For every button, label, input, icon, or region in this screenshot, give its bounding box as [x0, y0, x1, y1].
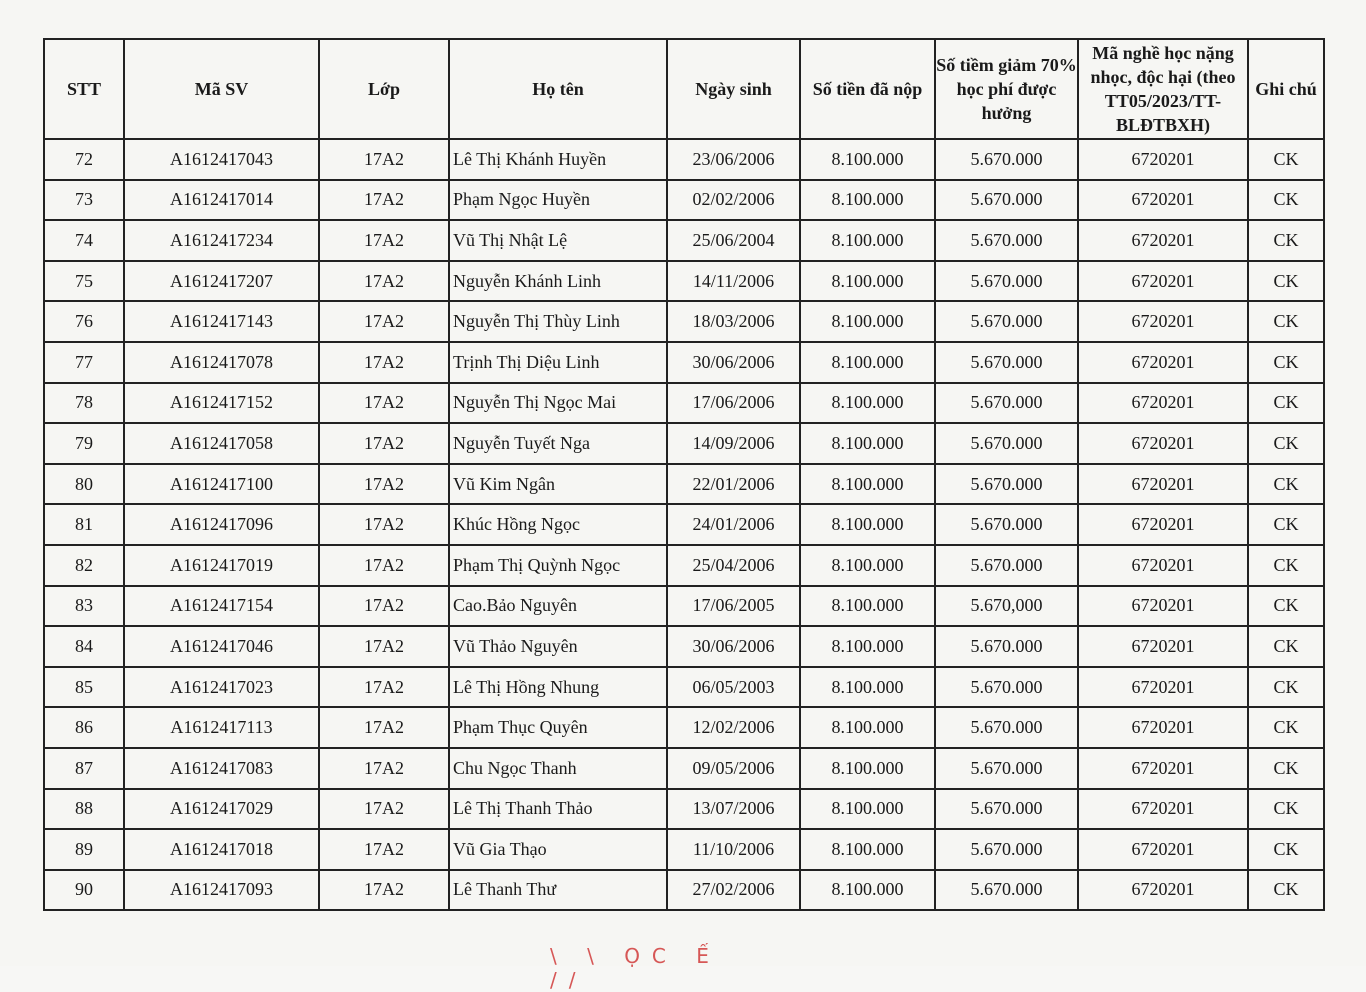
cell-full-name: Chu Ngọc Thanh	[449, 748, 667, 789]
cell-reduction-amount: 5.670.000	[935, 139, 1078, 180]
cell-full-name: Nguyễn Thị Thùy Linh	[449, 301, 667, 342]
cell-birth-date: 12/02/2006	[667, 707, 800, 748]
cell-class: 17A2	[319, 423, 449, 464]
cell-stt: 87	[44, 748, 124, 789]
cell-reduction-amount: 5.670.000	[935, 829, 1078, 870]
cell-stt: 79	[44, 423, 124, 464]
cell-reduction-amount: 5.670.000	[935, 789, 1078, 830]
cell-reduction-amount: 5.670.000	[935, 301, 1078, 342]
cell-student-id: A1612417083	[124, 748, 319, 789]
cell-class: 17A2	[319, 180, 449, 221]
cell-reduction-amount: 5.670.000	[935, 180, 1078, 221]
cell-occupation-code: 6720201	[1078, 748, 1248, 789]
cell-student-id: A1612417018	[124, 829, 319, 870]
cell-class: 17A2	[319, 220, 449, 261]
cell-birth-date: 11/10/2006	[667, 829, 800, 870]
cell-amount-paid: 8.100.000	[800, 139, 935, 180]
cell-stt: 84	[44, 626, 124, 667]
table-row	[44, 464, 1324, 505]
cell-class: 17A2	[319, 789, 449, 830]
cell-amount-paid: 8.100.000	[800, 667, 935, 708]
cell-student-id: A1612417100	[124, 464, 319, 505]
cell-student-id: A1612417058	[124, 423, 319, 464]
cell-occupation-code: 6720201	[1078, 829, 1248, 870]
cell-student-id: A1612417154	[124, 586, 319, 627]
cell-occupation-code: 6720201	[1078, 464, 1248, 505]
cell-full-name: Phạm Thục Quyên	[449, 707, 667, 748]
table-row	[44, 789, 1324, 830]
header-note: Ghi chú	[1248, 39, 1324, 139]
header-amount-paid: Số tiền đã nộp	[800, 39, 935, 139]
cell-occupation-code: 6720201	[1078, 220, 1248, 261]
cell-occupation-code: 6720201	[1078, 180, 1248, 221]
cell-amount-paid: 8.100.000	[800, 626, 935, 667]
cell-class: 17A2	[319, 870, 449, 911]
cell-amount-paid: 8.100.000	[800, 383, 935, 424]
cell-student-id: A1612417143	[124, 301, 319, 342]
cell-note: CK	[1248, 464, 1324, 505]
cell-class: 17A2	[319, 261, 449, 302]
cell-class: 17A2	[319, 545, 449, 586]
cell-note: CK	[1248, 301, 1324, 342]
cell-amount-paid: 8.100.000	[800, 220, 935, 261]
header-full-name: Họ tên	[449, 39, 667, 139]
cell-stt: 72	[44, 139, 124, 180]
cell-note: CK	[1248, 220, 1324, 261]
cell-student-id: A1612417046	[124, 626, 319, 667]
cell-stt: 77	[44, 342, 124, 383]
cell-occupation-code: 6720201	[1078, 383, 1248, 424]
cell-stt: 81	[44, 504, 124, 545]
cell-reduction-amount: 5.670.000	[935, 504, 1078, 545]
cell-occupation-code: 6720201	[1078, 667, 1248, 708]
cell-stt: 89	[44, 829, 124, 870]
cell-note: CK	[1248, 342, 1324, 383]
cell-reduction-amount: 5.670.000	[935, 383, 1078, 424]
cell-student-id: A1612417234	[124, 220, 319, 261]
table-row	[44, 667, 1324, 708]
cell-birth-date: 14/11/2006	[667, 261, 800, 302]
cell-full-name: Trịnh Thị Diệu Linh	[449, 342, 667, 383]
cell-reduction-amount: 5.670.000	[935, 464, 1078, 505]
cell-amount-paid: 8.100.000	[800, 586, 935, 627]
table-row	[44, 626, 1324, 667]
cell-note: CK	[1248, 180, 1324, 221]
cell-birth-date: 17/06/2005	[667, 586, 800, 627]
header-reduction-amount: Số tiềm giảm 70% học phí được hưởng	[935, 39, 1078, 139]
cell-amount-paid: 8.100.000	[800, 829, 935, 870]
cell-amount-paid: 8.100.000	[800, 504, 935, 545]
cell-note: CK	[1248, 586, 1324, 627]
cell-full-name: Nguyễn Tuyết Nga	[449, 423, 667, 464]
cell-amount-paid: 8.100.000	[800, 707, 935, 748]
cell-stt: 75	[44, 261, 124, 302]
cell-note: CK	[1248, 504, 1324, 545]
cell-stt: 90	[44, 870, 124, 911]
cell-birth-date: 02/02/2006	[667, 180, 800, 221]
cell-full-name: Vũ Gia Thạo	[449, 829, 667, 870]
cell-student-id: A1612417014	[124, 180, 319, 221]
table-row	[44, 870, 1324, 911]
cell-occupation-code: 6720201	[1078, 301, 1248, 342]
cell-birth-date: 14/09/2006	[667, 423, 800, 464]
cell-reduction-amount: 5.670.000	[935, 748, 1078, 789]
cell-student-id: A1612417078	[124, 342, 319, 383]
cell-note: CK	[1248, 870, 1324, 911]
cell-amount-paid: 8.100.000	[800, 789, 935, 830]
table-row	[44, 423, 1324, 464]
cell-student-id: A1612417152	[124, 383, 319, 424]
cell-birth-date: 27/02/2006	[667, 870, 800, 911]
cell-stt: 78	[44, 383, 124, 424]
cell-amount-paid: 8.100.000	[800, 342, 935, 383]
cell-stt: 74	[44, 220, 124, 261]
cell-note: CK	[1248, 383, 1324, 424]
cell-birth-date: 22/01/2006	[667, 464, 800, 505]
cell-reduction-amount: 5.670.000	[935, 342, 1078, 383]
cell-full-name: Vũ Kim Ngân	[449, 464, 667, 505]
header-student-id: Mã SV	[124, 39, 319, 139]
cell-class: 17A2	[319, 139, 449, 180]
cell-student-id: A1612417019	[124, 545, 319, 586]
cell-note: CK	[1248, 261, 1324, 302]
cell-amount-paid: 8.100.000	[800, 870, 935, 911]
cell-note: CK	[1248, 667, 1324, 708]
cell-birth-date: 23/06/2006	[667, 139, 800, 180]
table-row	[44, 748, 1324, 789]
cell-birth-date: 13/07/2006	[667, 789, 800, 830]
fee-reduction-table	[43, 38, 1325, 911]
cell-occupation-code: 6720201	[1078, 707, 1248, 748]
header-stt: STT	[44, 39, 124, 139]
cell-birth-date: 06/05/2003	[667, 667, 800, 708]
table-row	[44, 139, 1324, 180]
cell-occupation-code: 6720201	[1078, 504, 1248, 545]
cell-stt: 80	[44, 464, 124, 505]
cell-class: 17A2	[319, 342, 449, 383]
cell-full-name: Vũ Thị Nhật Lệ	[449, 220, 667, 261]
cell-stt: 76	[44, 301, 124, 342]
cell-occupation-code: 6720201	[1078, 423, 1248, 464]
cell-birth-date: 17/06/2006	[667, 383, 800, 424]
cell-reduction-amount: 5.670,000	[935, 586, 1078, 627]
cell-full-name: Lê Thanh Thư	[449, 870, 667, 911]
red-stamp-fragment: \ \ ỌC Ế //	[550, 944, 721, 992]
cell-note: CK	[1248, 139, 1324, 180]
cell-occupation-code: 6720201	[1078, 586, 1248, 627]
header-class: Lớp	[319, 39, 449, 139]
cell-class: 17A2	[319, 301, 449, 342]
cell-full-name: Lê Thị Thanh Thảo	[449, 789, 667, 830]
cell-student-id: A1612417093	[124, 870, 319, 911]
cell-occupation-code: 6720201	[1078, 545, 1248, 586]
cell-student-id: A1612417029	[124, 789, 319, 830]
cell-class: 17A2	[319, 707, 449, 748]
table-body	[44, 139, 1324, 910]
table-row	[44, 545, 1324, 586]
cell-reduction-amount: 5.670.000	[935, 707, 1078, 748]
cell-student-id: A1612417096	[124, 504, 319, 545]
cell-student-id: A1612417113	[124, 707, 319, 748]
table-row	[44, 383, 1324, 424]
cell-note: CK	[1248, 789, 1324, 830]
cell-note: CK	[1248, 423, 1324, 464]
cell-class: 17A2	[319, 667, 449, 708]
cell-full-name: Nguyễn Khánh Linh	[449, 261, 667, 302]
cell-class: 17A2	[319, 586, 449, 627]
cell-note: CK	[1248, 829, 1324, 870]
header-occupation-code: Mã nghề học nặng nhọc, độc hại (theo TT05/2023/TT-BLĐTBXH)	[1078, 39, 1248, 139]
cell-class: 17A2	[319, 504, 449, 545]
cell-full-name: Vũ Thảo Nguyên	[449, 626, 667, 667]
header-birth-date: Ngày sinh	[667, 39, 800, 139]
cell-student-id: A1612417043	[124, 139, 319, 180]
cell-birth-date: 30/06/2006	[667, 626, 800, 667]
cell-full-name: Lê Thị Hồng Nhung	[449, 667, 667, 708]
cell-amount-paid: 8.100.000	[800, 748, 935, 789]
table-row	[44, 829, 1324, 870]
cell-amount-paid: 8.100.000	[800, 180, 935, 221]
cell-note: CK	[1248, 626, 1324, 667]
cell-reduction-amount: 5.670.000	[935, 626, 1078, 667]
cell-amount-paid: 8.100.000	[800, 464, 935, 505]
cell-birth-date: 25/06/2004	[667, 220, 800, 261]
cell-birth-date: 25/04/2006	[667, 545, 800, 586]
cell-reduction-amount: 5.670.000	[935, 667, 1078, 708]
cell-occupation-code: 6720201	[1078, 342, 1248, 383]
cell-student-id: A1612417023	[124, 667, 319, 708]
cell-reduction-amount: 5.670.000	[935, 870, 1078, 911]
cell-stt: 83	[44, 586, 124, 627]
cell-amount-paid: 8.100.000	[800, 261, 935, 302]
table-row	[44, 707, 1324, 748]
table-row	[44, 586, 1324, 627]
cell-stt: 85	[44, 667, 124, 708]
cell-reduction-amount: 5.670.000	[935, 220, 1078, 261]
cell-stt: 82	[44, 545, 124, 586]
cell-note: CK	[1248, 707, 1324, 748]
cell-amount-paid: 8.100.000	[800, 301, 935, 342]
cell-note: CK	[1248, 748, 1324, 789]
cell-occupation-code: 6720201	[1078, 870, 1248, 911]
cell-reduction-amount: 5.670.000	[935, 545, 1078, 586]
cell-note: CK	[1248, 545, 1324, 586]
cell-full-name: Phạm Thị Quỳnh Ngọc	[449, 545, 667, 586]
cell-occupation-code: 6720201	[1078, 789, 1248, 830]
cell-stt: 73	[44, 180, 124, 221]
table-row	[44, 301, 1324, 342]
cell-birth-date: 30/06/2006	[667, 342, 800, 383]
cell-birth-date: 24/01/2006	[667, 504, 800, 545]
cell-birth-date: 18/03/2006	[667, 301, 800, 342]
cell-amount-paid: 8.100.000	[800, 423, 935, 464]
cell-occupation-code: 6720201	[1078, 261, 1248, 302]
cell-full-name: Khúc Hồng Ngọc	[449, 504, 667, 545]
cell-birth-date: 09/05/2006	[667, 748, 800, 789]
table-row	[44, 180, 1324, 221]
table-row	[44, 342, 1324, 383]
cell-amount-paid: 8.100.000	[800, 545, 935, 586]
cell-full-name: Lê Thị Khánh Huyền	[449, 139, 667, 180]
cell-full-name: Phạm Ngọc Huyền	[449, 180, 667, 221]
cell-reduction-amount: 5.670.000	[935, 423, 1078, 464]
cell-class: 17A2	[319, 748, 449, 789]
cell-full-name: Cao.Bảo Nguyên	[449, 586, 667, 627]
cell-class: 17A2	[319, 383, 449, 424]
table-header-row	[44, 39, 1324, 139]
cell-class: 17A2	[319, 626, 449, 667]
cell-class: 17A2	[319, 829, 449, 870]
cell-class: 17A2	[319, 464, 449, 505]
cell-stt: 88	[44, 789, 124, 830]
cell-occupation-code: 6720201	[1078, 139, 1248, 180]
table-row	[44, 261, 1324, 302]
cell-reduction-amount: 5.670.000	[935, 261, 1078, 302]
cell-stt: 86	[44, 707, 124, 748]
table-row	[44, 504, 1324, 545]
cell-full-name: Nguyễn Thị Ngọc Mai	[449, 383, 667, 424]
cell-student-id: A1612417207	[124, 261, 319, 302]
table-row	[44, 220, 1324, 261]
cell-occupation-code: 6720201	[1078, 626, 1248, 667]
